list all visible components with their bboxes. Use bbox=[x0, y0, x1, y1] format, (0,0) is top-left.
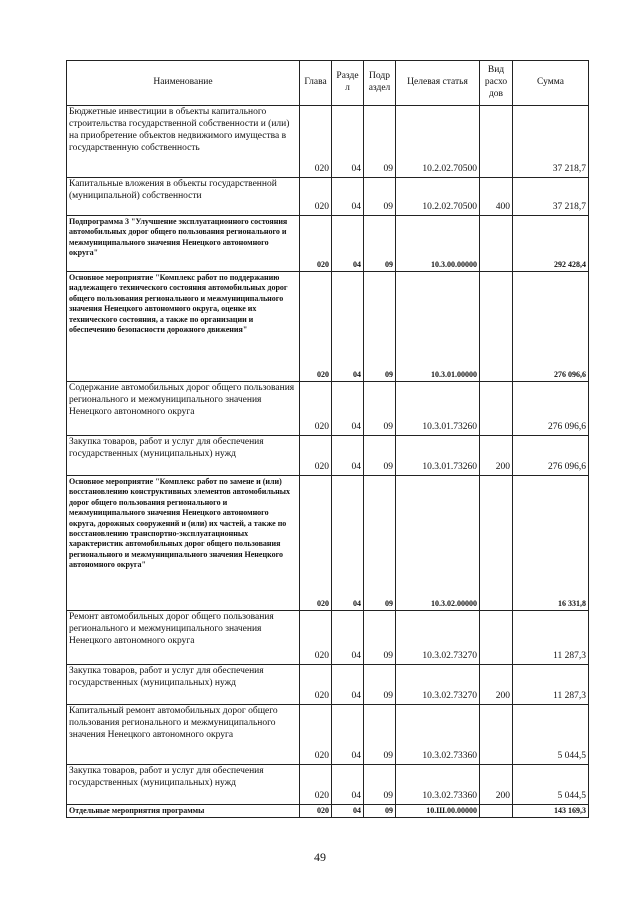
row-name: Закупка товаров, работ и услуг для обеспечения государственных (муниципальных) нужд bbox=[67, 765, 300, 805]
row-vid: 400 bbox=[480, 178, 513, 216]
row-target: 10.3.02.73270 bbox=[396, 665, 480, 705]
row-razdel: 04 bbox=[332, 272, 364, 382]
row-glava: 020 bbox=[300, 436, 332, 476]
budget-table bbox=[66, 60, 589, 818]
row-podrazdel: 09 bbox=[364, 805, 396, 818]
row-name: Капитальный ремонт автомобильных дорог общего пользования регионального и межмуниципального значения Ненецкого автономного округа bbox=[67, 705, 300, 765]
table-row bbox=[67, 272, 589, 382]
row-razdel: 04 bbox=[332, 705, 364, 765]
row-razdel: 04 bbox=[332, 611, 364, 665]
row-glava: 020 bbox=[300, 611, 332, 665]
table-row bbox=[67, 216, 589, 272]
table-row bbox=[67, 805, 589, 818]
table-row bbox=[67, 106, 589, 178]
table-row bbox=[67, 382, 589, 436]
row-glava: 020 bbox=[300, 272, 332, 382]
table-row bbox=[67, 476, 589, 611]
row-name: Отдельные мероприятия программы bbox=[67, 805, 300, 818]
row-sum: 143 169,3 bbox=[513, 805, 589, 818]
row-name: Основное мероприятие "Комплекс работ по поддержанию надлежащего технического состояния автомобильных дорог общего пользования регионального и межмуниципального значения Ненецкого автономного округа, оценке их технического состояния, а также по организации и обеспечению безопасности дорожного движения" bbox=[67, 272, 300, 382]
row-glava: 020 bbox=[300, 382, 332, 436]
row-podrazdel: 09 bbox=[364, 436, 396, 476]
row-vid bbox=[480, 611, 513, 665]
row-razdel: 04 bbox=[332, 765, 364, 805]
row-target: 10.Ш.00.00000 bbox=[396, 805, 480, 818]
row-name: Закупка товаров, работ и услуг для обеспечения государственных (муниципальных) нужд bbox=[67, 665, 300, 705]
row-name: Содержание автомобильных дорог общего пользования регионального и межмуниципального значения Ненецкого автономного округа bbox=[67, 382, 300, 436]
row-glava: 020 bbox=[300, 476, 332, 611]
row-target: 10.3.02.73360 bbox=[396, 705, 480, 765]
row-podrazdel: 09 bbox=[364, 178, 396, 216]
row-podrazdel: 09 bbox=[364, 705, 396, 765]
row-glava: 020 bbox=[300, 216, 332, 272]
row-vid: 200 bbox=[480, 765, 513, 805]
row-sum: 11 287,3 bbox=[513, 665, 589, 705]
row-vid: 200 bbox=[480, 665, 513, 705]
row-glava: 020 bbox=[300, 178, 332, 216]
table-row bbox=[67, 705, 589, 765]
row-glava: 020 bbox=[300, 765, 332, 805]
row-name: Ремонт автомобильных дорог общего пользования регионального и межмуниципального значения Ненецкого автономного округа bbox=[67, 611, 300, 665]
header-sum: Сумма bbox=[513, 61, 589, 106]
row-target: 10.3.00.00000 bbox=[396, 216, 480, 272]
header-target: Целевая статья bbox=[396, 61, 480, 106]
row-target: 10.3.02.73360 bbox=[396, 765, 480, 805]
row-name: Бюджетные инвестиции в объекты капитального строительства государственной собственности и (или) на приобретение объектов недвижимого имущества в государственную собственность bbox=[67, 106, 300, 178]
row-razdel: 04 bbox=[332, 805, 364, 818]
row-vid bbox=[480, 705, 513, 765]
row-sum: 276 096,6 bbox=[513, 272, 589, 382]
row-sum: 11 287,3 bbox=[513, 611, 589, 665]
row-glava: 020 bbox=[300, 106, 332, 178]
row-glava: 020 bbox=[300, 805, 332, 818]
header-glava: Глава bbox=[300, 61, 332, 106]
row-sum: 5 044,5 bbox=[513, 765, 589, 805]
table-row bbox=[67, 436, 589, 476]
table-body bbox=[67, 106, 589, 818]
row-razdel: 04 bbox=[332, 436, 364, 476]
row-razdel: 04 bbox=[332, 216, 364, 272]
row-podrazdel: 09 bbox=[364, 106, 396, 178]
row-sum: 16 331,8 bbox=[513, 476, 589, 611]
header-razdel: Разде л bbox=[332, 61, 364, 106]
row-razdel: 04 bbox=[332, 665, 364, 705]
row-podrazdel: 09 bbox=[364, 476, 396, 611]
row-name: Подпрограмма 3 "Улучшение эксплуатационного состояния автомобильных дорог общего пользования регионального и межмуниципального значения Ненецкого автономного округа" bbox=[67, 216, 300, 272]
row-podrazdel: 09 bbox=[364, 665, 396, 705]
row-sum: 276 096,6 bbox=[513, 382, 589, 436]
row-vid bbox=[480, 272, 513, 382]
table-row bbox=[67, 611, 589, 665]
row-target: 10.3.02.73270 bbox=[396, 611, 480, 665]
row-sum: 276 096,6 bbox=[513, 436, 589, 476]
row-vid: 200 bbox=[480, 436, 513, 476]
row-name: Закупка товаров, работ и услуг для обеспечения государственных (муниципальных) нужд bbox=[67, 436, 300, 476]
header-name: Наименование bbox=[67, 61, 300, 106]
table-row bbox=[67, 665, 589, 705]
row-vid bbox=[480, 476, 513, 611]
row-vid bbox=[480, 805, 513, 818]
table-header bbox=[67, 61, 589, 106]
table-row bbox=[67, 178, 589, 216]
row-razdel: 04 bbox=[332, 178, 364, 216]
row-target: 10.2.02.70500 bbox=[396, 178, 480, 216]
row-target: 10.3.02.00000 bbox=[396, 476, 480, 611]
row-glava: 020 bbox=[300, 705, 332, 765]
row-vid bbox=[480, 382, 513, 436]
row-sum: 37 218,7 bbox=[513, 178, 589, 216]
row-vid bbox=[480, 216, 513, 272]
header-vid: Вид расхо дов bbox=[480, 61, 513, 106]
row-glava: 020 bbox=[300, 665, 332, 705]
header-podrazdel: Подр аздел bbox=[364, 61, 396, 106]
row-vid bbox=[480, 106, 513, 178]
row-target: 10.3.01.73260 bbox=[396, 436, 480, 476]
row-podrazdel: 09 bbox=[364, 272, 396, 382]
row-razdel: 04 bbox=[332, 106, 364, 178]
row-podrazdel: 09 bbox=[364, 216, 396, 272]
page-number: 49 bbox=[314, 850, 326, 864]
row-name: Основное мероприятие "Комплекс работ по замене и (или) восстановлению конструктивных элементов автомобильных дорог общего пользования регионального и межмуниципального значения Ненецкого автономного округа, дорожных сооружений и (или) их частей, а также по восстановлению транспортно-эксплуатационных характеристик автомобильных дорог общего пользования регионального и межмуниципального значения Ненецкого автономного округа" bbox=[67, 476, 300, 611]
row-podrazdel: 09 bbox=[364, 611, 396, 665]
row-podrazdel: 09 bbox=[364, 765, 396, 805]
row-sum: 37 218,7 bbox=[513, 106, 589, 178]
row-sum: 5 044,5 bbox=[513, 705, 589, 765]
row-target: 10.3.01.00000 bbox=[396, 272, 480, 382]
table-row bbox=[67, 765, 589, 805]
row-podrazdel: 09 bbox=[364, 382, 396, 436]
row-name: Капитальные вложения в объекты государственной (муниципальной) собственности bbox=[67, 178, 300, 216]
row-target: 10.3.01.73260 bbox=[396, 382, 480, 436]
row-razdel: 04 bbox=[332, 382, 364, 436]
row-razdel: 04 bbox=[332, 476, 364, 611]
row-target: 10.2.02.70500 bbox=[396, 106, 480, 178]
row-sum: 292 428,4 bbox=[513, 216, 589, 272]
